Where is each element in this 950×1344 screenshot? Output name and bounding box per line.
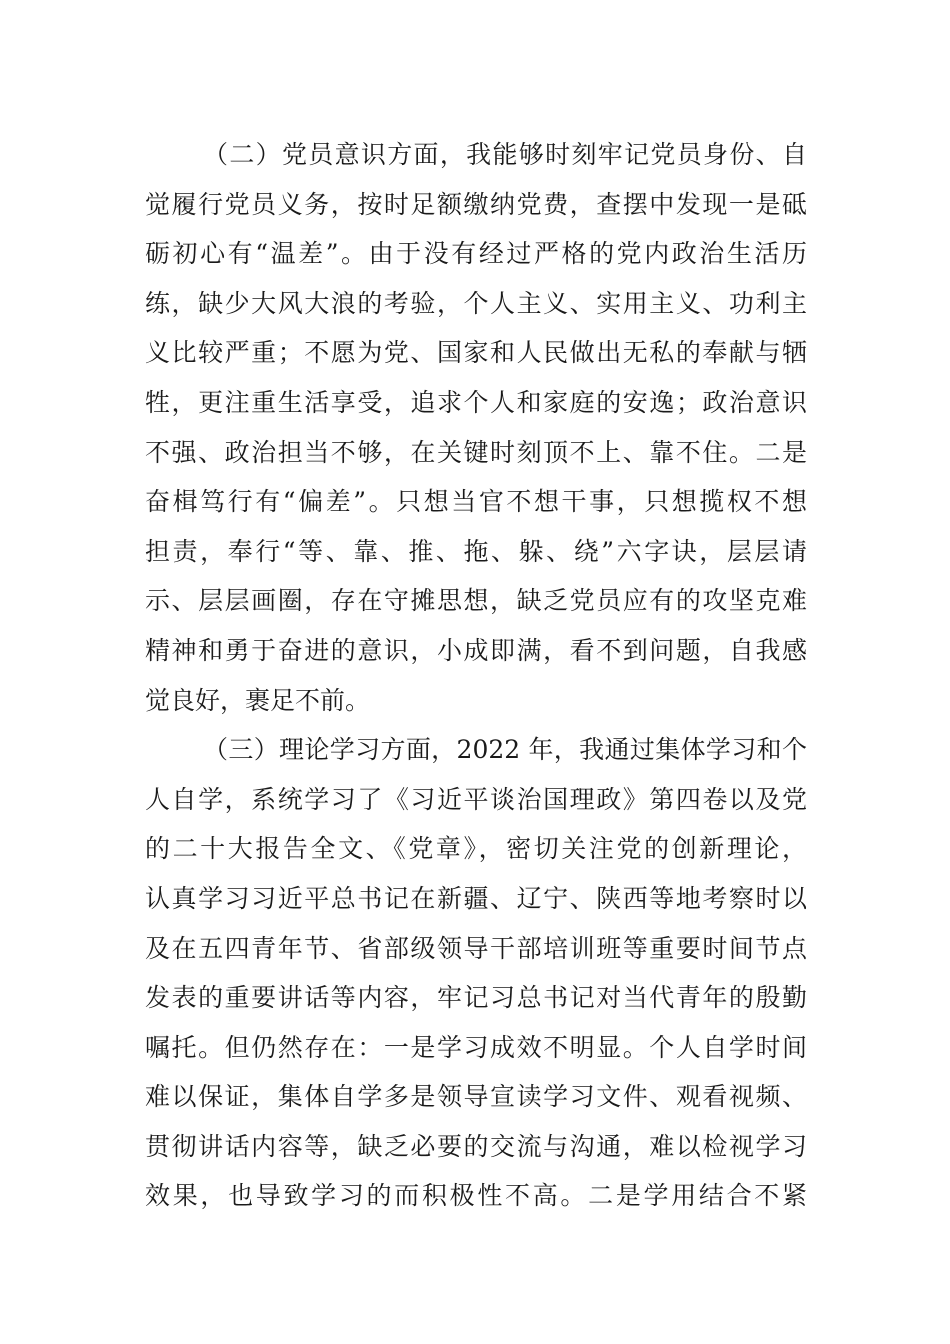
text-line: 的二十大报告全文、《党章》，密切关注党的创新理论， [145,834,807,864]
text-line: 练，缺少大风大浪的考验，个人主义、实用主义、功利主 [145,288,807,318]
text-line: 担责，奉行“等、靠、推、拖、躲、绕”六字诀，层层请 [145,536,807,566]
text-line: 砺初心有“温差”。由于没有经过严格的党内政治生活历 [145,239,807,269]
text-line: 奋楫笃行有“偏差”。只想当官不想干事，只想揽权不想 [145,487,807,517]
text-line: 发表的重要讲话等内容，牢记习总书记对当代青年的殷勤 [145,983,807,1013]
text-line: 牲，更注重生活享受，追求个人和家庭的安逸；政治意识 [145,387,807,417]
text-line: 贯彻讲话内容等，缺乏必要的交流与沟通，难以检视学习 [145,1131,807,1161]
text-line: 觉良好，裹足不前。 [145,685,371,715]
text-line: 精神和勇于奋进的意识，小成即满，看不到问题，自我感 [145,635,807,665]
text-line: 效果，也导致学习的而积极性不高。二是学用结合不紧 [145,1181,807,1211]
text-line: （三）理论学习方面，2022 年，我通过集体学习和个 [203,735,807,765]
paragraph-theory-study [145,725,807,1221]
text-line: 嘱托。但仍然存在：一是学习成效不明显。个人自学时间 [145,1032,807,1062]
text-line: （二）党员意识方面，我能够时刻牢记党员身份、自 [203,140,807,169]
text-line: 不强、政治担当不够，在关键时刻顶不上、靠不住。二是 [145,437,807,467]
text-line: 及在五四青年节、省部级领导干部培训班等重要时间节点 [145,933,807,963]
text-line: 难以保证，集体自学多是领导宣读学习文件、观看视频、 [145,1082,807,1112]
text-line: 人自学，系统学习了《习近平谈治国理政》第四卷以及党 [145,784,807,814]
text-line: 认真学习习近平总书记在新疆、辽宁、陕西等地考察时以 [145,883,807,913]
text-line: 示、层层画圈，存在守摊思想，缺乏党员应有的攻坚克难 [145,586,807,616]
text-line: 义比较严重；不愿为党、国家和人民做出无私的奉献与牺 [145,338,807,368]
document-body [145,130,807,1221]
text-line: 觉履行党员义务，按时足额缴纳党费，查摆中发现一是砥 [145,189,807,219]
paragraph-party-awareness [145,130,807,725]
